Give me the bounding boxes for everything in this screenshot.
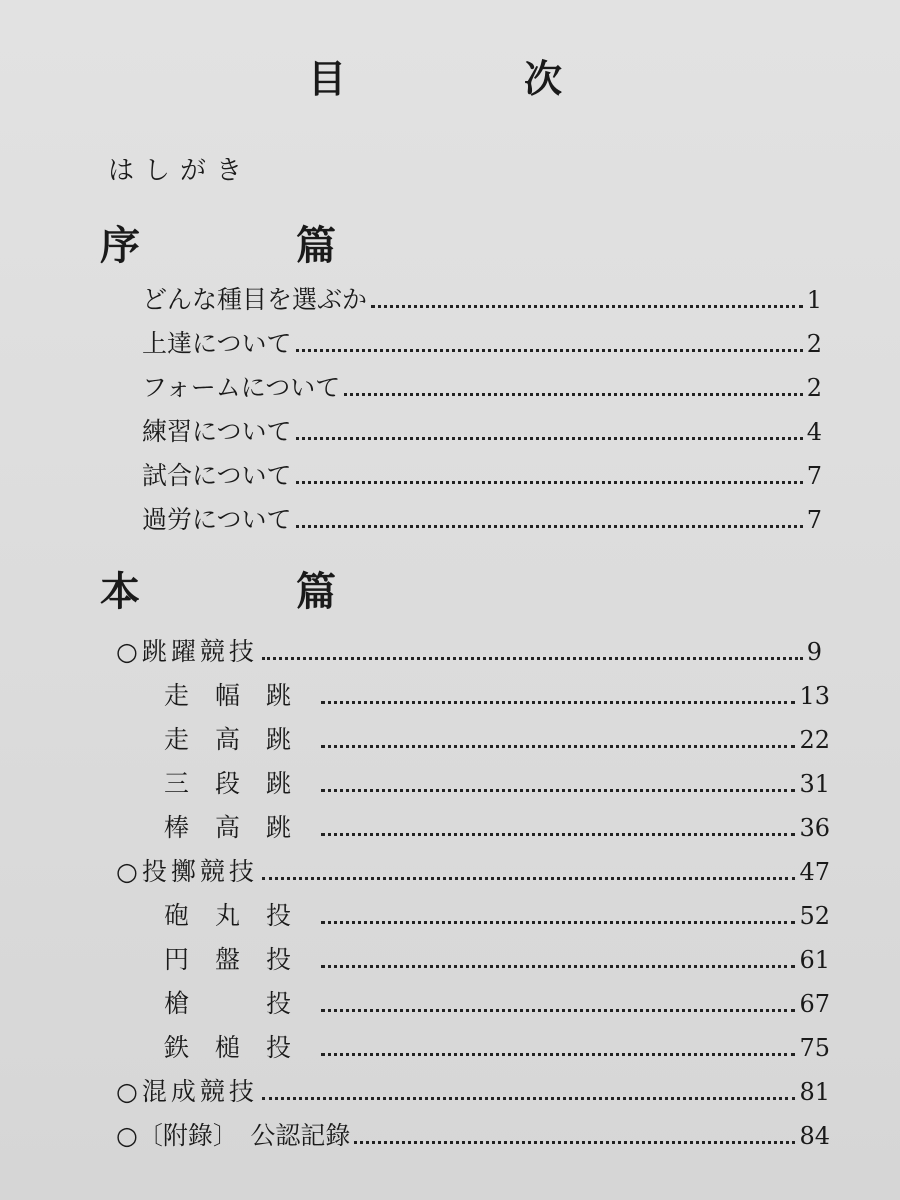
dot-leader — [321, 745, 795, 748]
toc-entry[interactable] — [142, 412, 822, 452]
toc-entry-page: 9 — [806, 638, 822, 666]
toc-entry-page: 47 — [799, 858, 830, 886]
toc-entry-label: 棒高跳 — [164, 813, 318, 842]
toc-entry[interactable] — [164, 720, 830, 760]
dot-leader — [296, 349, 803, 352]
dot-leader — [262, 877, 796, 880]
toc-entry[interactable] — [116, 632, 822, 672]
toc-entry-label: ○投擲競技 — [116, 857, 258, 886]
toc-entry[interactable] — [164, 1028, 830, 1068]
toc-entry[interactable] — [164, 984, 830, 1024]
section-heading-jo: 序 篇 — [100, 222, 394, 269]
toc-entry-page: 1 — [806, 286, 822, 314]
dot-leader — [321, 789, 795, 792]
toc-entry[interactable] — [142, 456, 822, 496]
page-title: 目 次 — [307, 56, 632, 101]
preface-entry: はしがき — [108, 156, 253, 186]
toc-entry-label: どんな種目を選ぶか — [142, 285, 368, 314]
dot-leader — [321, 921, 795, 924]
toc-entry-page: 2 — [806, 374, 822, 402]
toc-entry-page: 13 — [799, 682, 830, 710]
dot-leader — [296, 481, 803, 484]
toc-entry-label: 練習について — [142, 417, 292, 446]
toc-entry[interactable] — [142, 280, 822, 320]
dot-leader — [321, 965, 795, 968]
toc-entry-page: 4 — [806, 418, 822, 446]
toc-entry[interactable] — [116, 1072, 830, 1112]
toc-entry[interactable] — [164, 896, 830, 936]
toc-entry-page: 7 — [806, 462, 822, 490]
toc-entry-label: 砲丸投 — [164, 901, 318, 930]
dot-leader — [296, 525, 803, 528]
toc-entry-page: 7 — [806, 506, 822, 534]
toc-entry-label: 円盤投 — [164, 945, 318, 974]
dot-leader — [354, 1141, 795, 1144]
toc-entry[interactable] — [116, 852, 830, 892]
toc-entry[interactable] — [164, 808, 830, 848]
toc-entry-page: 52 — [799, 902, 830, 930]
toc-entry-label: 過労について — [142, 505, 292, 534]
dot-leader — [344, 393, 802, 396]
toc-entry-page: 67 — [799, 990, 830, 1018]
dot-leader — [321, 833, 795, 836]
toc-entry-page: 75 — [799, 1034, 830, 1062]
toc-entry-page: 31 — [799, 770, 830, 798]
toc-entry[interactable] — [164, 764, 830, 804]
toc-entry-label: 走幅跳 — [164, 681, 318, 710]
dot-leader — [262, 1097, 796, 1100]
toc-entry[interactable] — [164, 940, 830, 980]
dot-leader — [296, 437, 803, 440]
toc-entry-label: 槍 投 — [164, 989, 318, 1018]
toc-entry-page: 22 — [799, 726, 830, 754]
toc-entry-label: ○〔附錄〕 公認記錄 — [116, 1121, 351, 1150]
dot-leader — [321, 1009, 795, 1012]
toc-entry[interactable] — [164, 676, 830, 716]
toc-entry-label: 走高跳 — [164, 725, 318, 754]
toc-entry-label: 試合について — [142, 461, 292, 490]
toc-entry-label: ○混成競技 — [116, 1077, 258, 1106]
toc-entry[interactable] — [116, 1116, 830, 1156]
toc-entry-label: 三段跳 — [164, 769, 318, 798]
toc-entry[interactable] — [142, 500, 822, 540]
dot-leader — [371, 305, 803, 308]
toc-entry-label: 鉄槌投 — [164, 1033, 318, 1062]
toc-entry-page: 84 — [799, 1122, 830, 1150]
dot-leader — [262, 657, 803, 660]
section-heading-hon: 本 篇 — [100, 568, 394, 615]
toc-entry[interactable] — [142, 368, 822, 408]
toc-entry-page: 61 — [799, 946, 830, 974]
dot-leader — [321, 1053, 795, 1056]
toc-entry-label: ○跳躍競技 — [116, 637, 258, 666]
toc-entry-label: フォームについて — [142, 373, 341, 402]
toc-entry-page: 2 — [806, 330, 822, 358]
toc-entry-page: 36 — [799, 814, 830, 842]
toc-entry-label: 上達について — [142, 329, 292, 358]
toc-entry[interactable] — [142, 324, 822, 364]
dot-leader — [321, 701, 795, 704]
toc-entry-page: 81 — [799, 1078, 830, 1106]
